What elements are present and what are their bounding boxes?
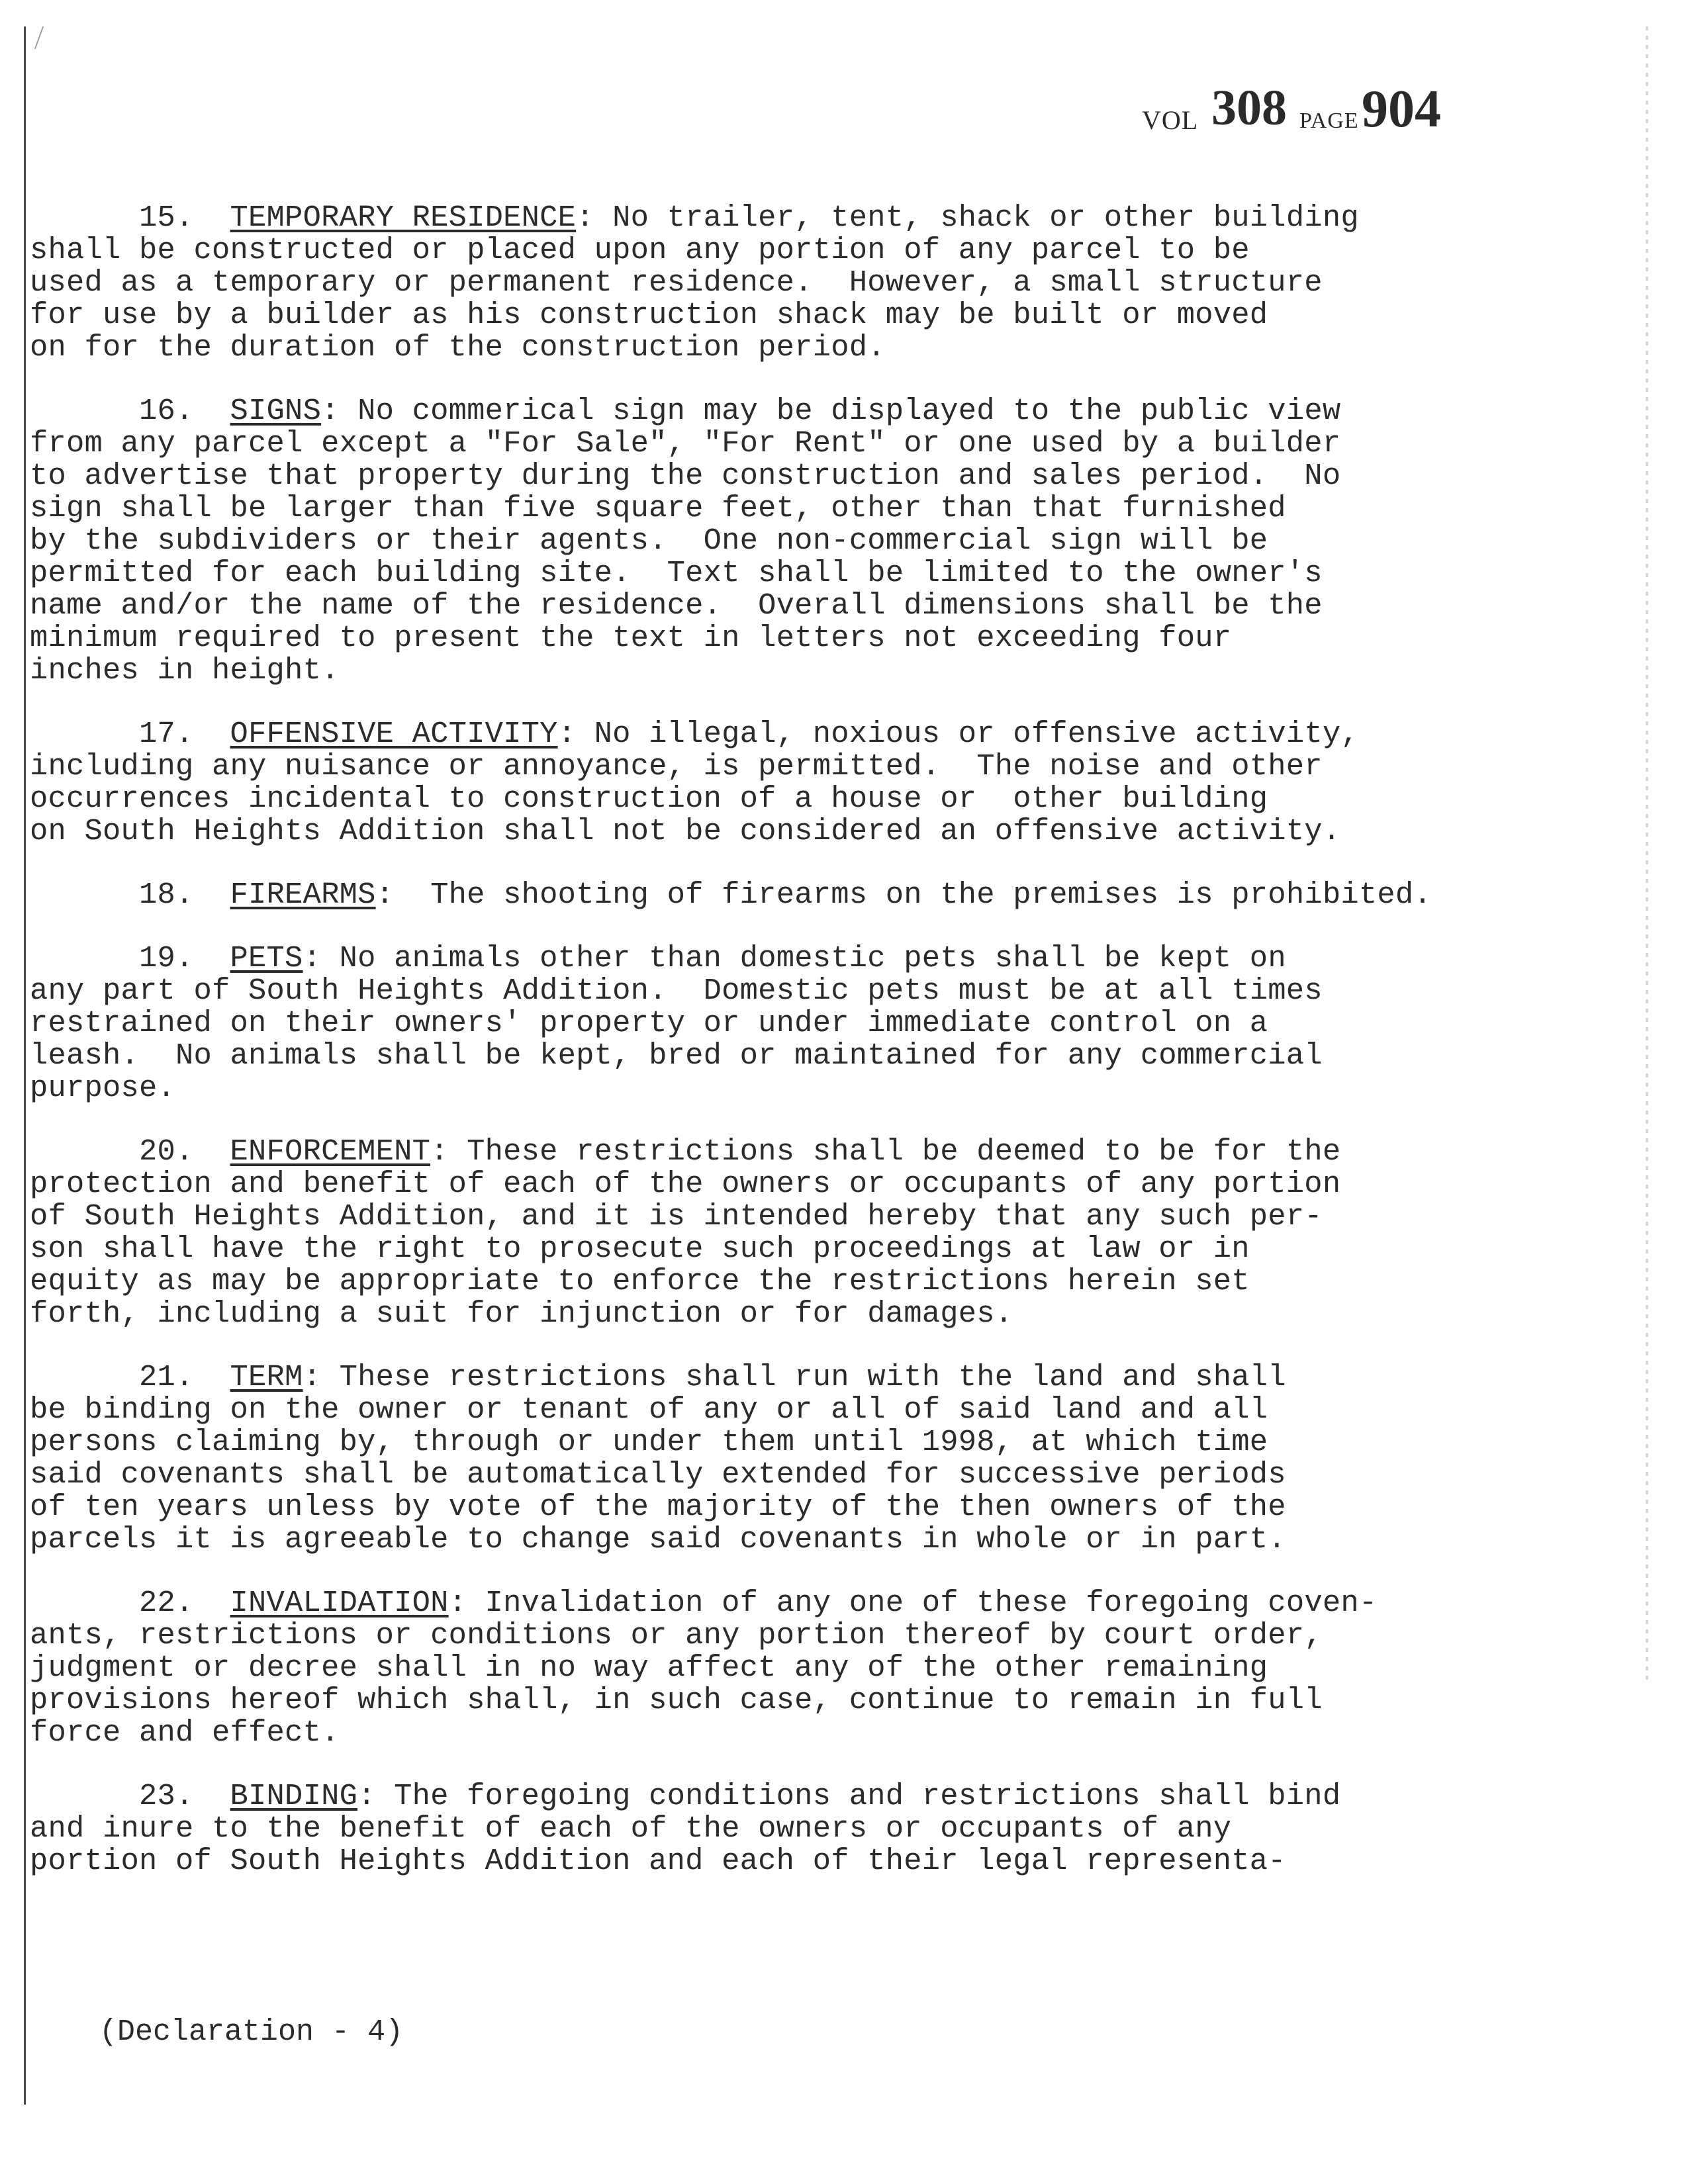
paragraph-line: to advertise that property during the construction and sales period. No — [30, 459, 1341, 493]
paragraph-line: minimum required to present the text in letters not exceeding four — [30, 621, 1232, 655]
paragraph-line: protection and benefit of each of the owners or occupants of any portion — [30, 1167, 1341, 1201]
left-margin-rule — [24, 26, 26, 2105]
paragraph-line: for use by a builder as his construction shack may be built or moved — [30, 298, 1268, 332]
paragraph-first-line-text: : The shooting of firearms on the premises is prohibited. — [375, 878, 1432, 912]
paragraph-line: leash. No animals shall be kept, bred or maintained for any commercial — [30, 1038, 1323, 1073]
paragraph-line: portion of South Heights Addition and each of their legal representa- — [30, 1844, 1286, 1878]
paragraph-line: forth, including a suit for injunction or for damages. — [30, 1297, 1013, 1331]
paragraph-first-line — [103, 1361, 1546, 1394]
paragraph-line: any part of South Heights Addition. Domestic pets must be at all times — [30, 974, 1323, 1008]
paragraph-first-line — [103, 1587, 1546, 1619]
paragraph-line: be binding on the owner or tenant of any or all of said land and all — [30, 1392, 1268, 1427]
paragraph-first-line-text: : No commerical sign may be displayed to the public view — [321, 394, 1341, 428]
paragraph-first-line-text: : No trailer, tent, shack or other building — [576, 201, 1359, 235]
paragraph-line: permitted for each building site. Text shall be limited to the owner's — [30, 556, 1323, 590]
paragraph-line: used as a temporary or permanent residence. However, a small structure — [30, 265, 1323, 300]
paragraph-line: purpose. — [30, 1071, 176, 1105]
paragraph-number: 17. — [139, 717, 194, 751]
paragraph-line: shall be constructed or placed upon any portion of any parcel to be — [30, 233, 1250, 267]
paragraph-17 — [30, 717, 1546, 848]
scan-edge-marks — [1646, 26, 1648, 1681]
paragraph-line: inches in height. — [30, 653, 340, 688]
paragraph-number: 16. — [139, 394, 194, 428]
paragraph-first-line — [103, 1780, 1546, 1813]
paragraph-line: of South Heights Addition, and it is intended hereby that any such per- — [30, 1199, 1323, 1234]
paragraph-first-line — [103, 879, 1546, 911]
paragraph-18 — [103, 879, 1546, 911]
paragraph-line: on South Heights Addition shall not be considered an offensive activity. — [30, 814, 1341, 848]
paragraph-line: occurrences incidental to construction of a house or other building — [30, 782, 1268, 816]
paragraph-line: son shall have the right to prosecute such proceedings at law or in — [30, 1232, 1250, 1266]
paragraph-line: said covenants shall be automatically extended for successive periods — [30, 1457, 1286, 1492]
paragraph-23 — [30, 1779, 1546, 1878]
paragraph-16 — [30, 394, 1546, 688]
document-body — [30, 201, 1546, 1909]
paragraph-21 — [30, 1360, 1546, 1557]
paragraph-first-line-text: : These restrictions shall run with the land and shall — [303, 1360, 1286, 1394]
paragraph-heading: BINDING — [230, 1779, 358, 1813]
paragraph-heading: ENFORCEMENT — [230, 1134, 431, 1169]
paragraph-line: equity as may be appropriate to enforce the restrictions herein set — [30, 1264, 1250, 1298]
paragraph-first-line-text: : These restrictions shall be deemed to be for the — [430, 1134, 1341, 1169]
paragraph-line: of ten years unless by vote of the majority of the then owners of the — [30, 1490, 1286, 1524]
paragraph-first-line — [103, 202, 1546, 234]
paragraph-line: on for the duration of the construction period. — [30, 330, 886, 365]
paragraph-number: 15. — [139, 201, 194, 235]
paragraph-first-line-text: : Invalidation of any one of these foregoing coven- — [448, 1586, 1378, 1620]
paragraph-line: judgment or decree shall in no way affect any of the other remaining — [30, 1651, 1268, 1685]
paragraph-20 — [30, 1134, 1546, 1331]
paragraph-first-line — [103, 718, 1546, 751]
paragraph-number: 21. — [139, 1360, 194, 1394]
paragraph-number: 22. — [139, 1586, 194, 1620]
paragraph-number: 19. — [139, 941, 194, 976]
paragraph-line: sign shall be larger than five square feet, other than that furnished — [30, 491, 1286, 525]
paragraph-first-line — [103, 395, 1546, 428]
paragraph-first-line — [103, 942, 1546, 975]
paragraph-first-line-text: : The foregoing conditions and restrictions shall bind — [357, 1779, 1341, 1813]
paragraph-heading: SIGNS — [230, 394, 322, 428]
paragraph-line: ants, restrictions or conditions or any portion thereof by court order, — [30, 1618, 1323, 1653]
paragraph-heading: TEMPORARY RESIDENCE — [230, 201, 577, 235]
corner-mark — [34, 26, 58, 49]
paragraph-heading: TERM — [230, 1360, 303, 1394]
paragraph-line: force and effect. — [30, 1715, 340, 1750]
paragraph-number: 20. — [139, 1134, 194, 1169]
paragraph-line: from any parcel except a "For Sale", "For Rent" or one used by a builder — [30, 426, 1341, 461]
paragraph-line: parcels it is agreeable to change said covenants in whole or in part. — [30, 1522, 1286, 1557]
stamp-page-number: 904 — [1362, 80, 1441, 138]
paragraph-heading: OFFENSIVE ACTIVITY — [230, 717, 558, 751]
paragraph-line: including any nuisance or annoyance, is permitted. The noise and other — [30, 749, 1323, 784]
paragraph-first-line-text: : No illegal, noxious or offensive activity, — [557, 717, 1359, 751]
paragraph-line: and inure to the benefit of each of the owners or occupants of any — [30, 1811, 1232, 1846]
paragraph-first-line — [103, 1136, 1546, 1168]
paragraph-line: by the subdividers or their agents. One non-commercial sign will be — [30, 523, 1268, 558]
stamp-vol-label: VOL — [1142, 105, 1199, 135]
paragraph-line: provisions hereof which shall, in such case, continue to remain in full — [30, 1683, 1323, 1717]
paragraph-first-line-text: : No animals other than domestic pets shall be kept on — [303, 941, 1286, 976]
paragraph-line: restrained on their owners' property or under immediate control on a — [30, 1006, 1268, 1040]
stamp-vol-number: 308 — [1211, 80, 1287, 136]
paragraph-heading: PETS — [230, 941, 303, 976]
paragraph-line: persons claiming by, through or under them until 1998, at which time — [30, 1425, 1268, 1459]
page-footer: (Declaration - 4) — [99, 2015, 404, 2049]
volume-page-stamp — [1142, 79, 1446, 139]
paragraph-number: 18. — [139, 878, 194, 912]
paragraph-line: name and/or the name of the residence. Overall dimensions shall be the — [30, 588, 1323, 623]
paragraph-number: 23. — [139, 1779, 194, 1813]
paragraph-19 — [30, 941, 1546, 1105]
stamp-page-label: PAGE — [1299, 109, 1359, 133]
paragraph-heading: INVALIDATION — [230, 1586, 449, 1620]
paragraph-22 — [30, 1586, 1546, 1750]
paragraph-heading: FIREARMS — [230, 878, 376, 912]
paragraph-15 — [30, 201, 1546, 365]
